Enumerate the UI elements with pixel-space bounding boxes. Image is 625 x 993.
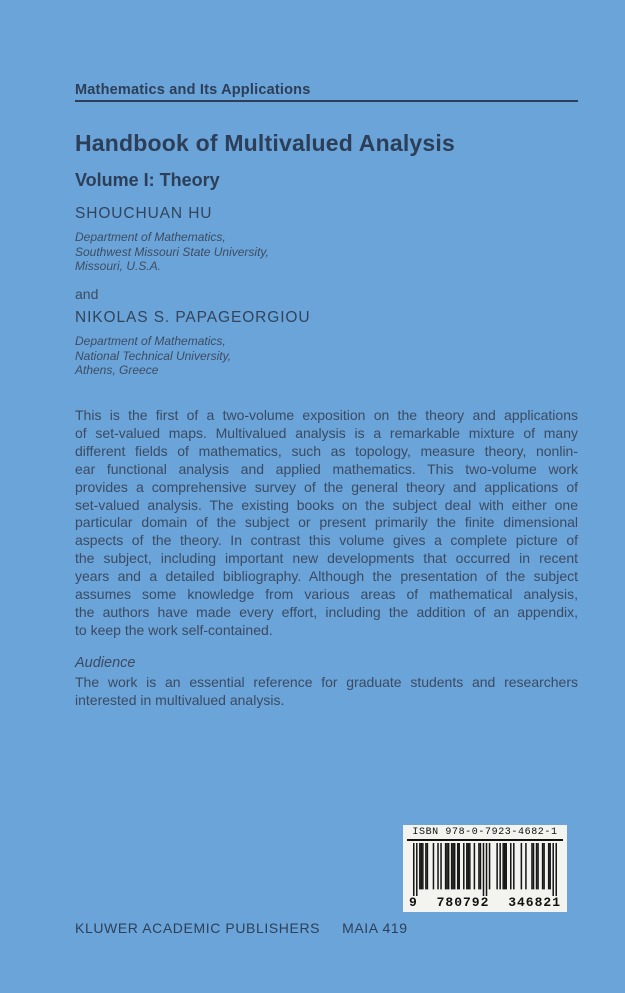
description-line: assumes some knowledge from various areas of mathematical analysis, xyxy=(75,586,578,603)
series-code: MAIA 419 xyxy=(342,920,408,936)
publisher-footer xyxy=(75,920,408,936)
affiliation-line: Southwest Missouri State University, xyxy=(75,244,269,259)
barcode-bars-icon xyxy=(413,843,557,896)
description-line: different fields of mathematics, such as topology, measure theory, nonlin- xyxy=(75,442,578,459)
author-1-affiliation xyxy=(75,230,269,274)
isbn-barcode xyxy=(403,825,567,912)
description-line: ear functional analysis and applied mathematics. This two-volume work xyxy=(75,460,578,477)
series-title: Mathematics and Its Applications xyxy=(75,82,311,98)
affiliation-line: Athens, Greece xyxy=(75,363,159,377)
description-line: provides a comprehensive survey of the general theory and applications of xyxy=(75,478,578,495)
barcode-digit-group: 346821 xyxy=(508,894,561,910)
barcode-digit-group: 780792 xyxy=(436,894,490,910)
book-title: Handbook of Multivalued Analysis xyxy=(75,130,455,156)
authors-conjunction: and xyxy=(75,286,99,302)
description-line: the subject, including important new developments that occurred in recent xyxy=(75,550,578,567)
author-1-name: SHOUCHUAN HU xyxy=(75,205,213,222)
audience-label: Audience xyxy=(75,655,136,671)
description-line: to keep the work self-contained. xyxy=(75,621,273,638)
series-rule xyxy=(75,100,578,102)
barcode-digit-group: 9 xyxy=(409,894,418,910)
author-2-name: NIKOLAS S. PAPAGEORGIOU xyxy=(75,309,311,326)
description-line: aspects of the theory. In contrast this volume gives a complete picture of xyxy=(75,532,578,549)
description-line: set-valued analysis. The existing books on the subject deal with either one xyxy=(75,496,578,513)
description-line: This is the first of a two-volume exposition on the theory and applications xyxy=(75,407,578,423)
audience-paragraph xyxy=(75,673,578,709)
isbn-number-text: ISBN 978-0-7923-4682-1 xyxy=(412,827,558,838)
affiliation-line: Department of Mathematics, xyxy=(75,334,226,348)
audience-line: interested in multivalued analysis. xyxy=(75,692,285,708)
affiliation-line: Missouri, U.S.A. xyxy=(75,259,162,273)
audience-line: The work is an essential reference for graduate students and researchers xyxy=(75,674,578,690)
affiliation-line: Department of Mathematics, xyxy=(75,230,226,244)
description-line: years and a detailed bibliography. Although the presentation of the subject xyxy=(75,568,578,585)
barcode-digits xyxy=(409,896,561,909)
description-line: of set-valued maps. Multivalued analysis is a remarkable mixture of many xyxy=(75,424,578,441)
book-subtitle: Volume I: Theory xyxy=(75,170,220,190)
author-2-affiliation xyxy=(75,334,231,378)
description-line: particular domain of the subject or present primarily the finite dimensional xyxy=(75,514,578,531)
affiliation-line: National Technical University, xyxy=(75,348,232,363)
description-line: the authors have made every effort, including the addition of an appendix, xyxy=(75,603,578,620)
description-paragraph xyxy=(75,407,578,640)
publisher-name: KLUWER ACADEMIC PUBLISHERS xyxy=(75,920,321,936)
barcode-divider-rule xyxy=(407,839,563,841)
